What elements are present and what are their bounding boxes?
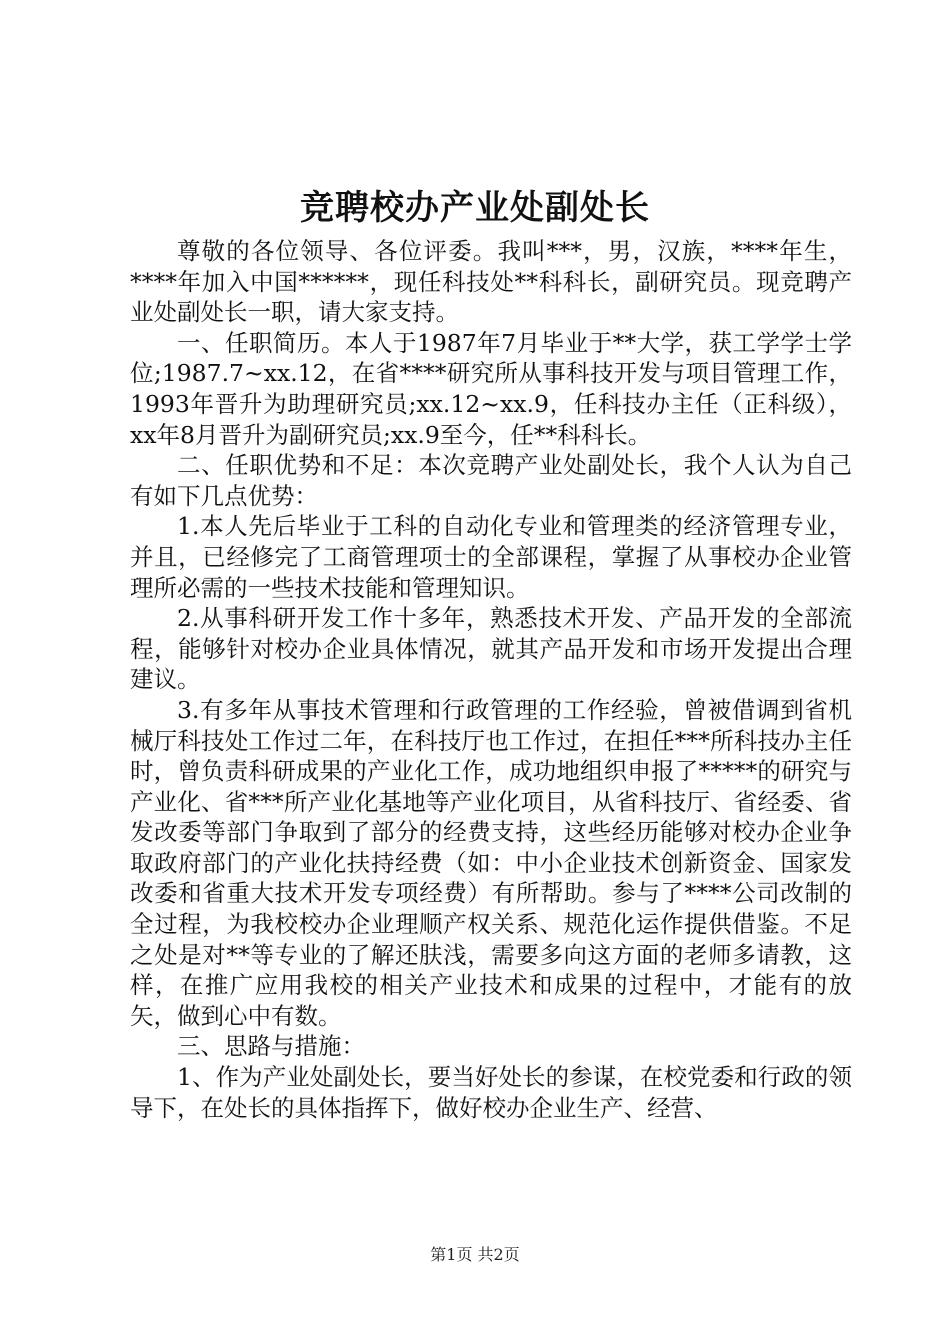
paragraph-ideas-heading: 三、思路与措施：: [177, 1032, 365, 1061]
paragraph-strengths-intro: 二、任职优势和不足：本次竞聘产业处副处长，我个人认为自己有如下几点优势：: [130, 451, 852, 510]
paragraph-resume: 一、任职简历。本人于1987年7月毕业于**大学，获工学学士学位;1987.7~xx.12，在省****研究所从事科技开发与项目管理工作，1993年晋升为助理研究员;xx.12~xx.9，任科技办主任（正科级），xx年8月晋升为副研究员;xx.9至今，任**科科长。: [130, 328, 852, 449]
paragraph-strength-2: 2.从事科研开发工作十多年，熟悉技术开发、产品开发的全部流程，能够针对校办企业具体情况，就其产品开发和市场开发提出合理建议。: [130, 604, 852, 694]
document-body: [130, 236, 852, 1123]
page-footer: 第1页 共2页: [430, 1245, 520, 1264]
document-title: 竞聘校办产业处副处长: [300, 188, 650, 228]
paragraph-strength-1: 1.本人先后毕业于工科的自动化专业和管理类的经济管理专业，并且，已经修完了工商管理项士的全部课程，掌握了从事校办企业管理所必需的一些技术技能和管理知识。: [130, 512, 852, 602]
paragraph-strength-3: 3.有多年从事技术管理和行政管理的工作经验，曾被借调到省机械厅科技处工作过二年，在科技厅也工作过，在担任***所科技办主任时，曾负责科研成果的产业化工作，成功地组织申报了*****的研究与产业化、省***所产业化基地等产业化项目，从省科技厅、省经委、省发改委等部门争取到了部分的经费支持，这些经历能够对校办企业争取政府部门的产业化扶持经费（如：中小企业技术创新资金、国家发改委和省重大技术开发专项经费）有所帮助。参与了****公司改制的全过程，为我校校办企业理顺产权关系、规范化运作提供借鉴。不足之处是对**等专业的了解还肤浅，需要多向这方面的老师多请教，这样，在推广应用我校的相关产业技术和成果的过程中，才能有的放矢，做到心中有数。: [130, 695, 852, 1030]
paragraph-greeting: 尊敬的各位领导、各位评委。我叫***，男，汉族，****年生，****年加入中国******，现任科技处**科科长，副研究员。现竞聘产业处副处长一职，请大家支持。: [130, 237, 852, 327]
paragraph-idea-1: 1、作为产业处副处长，要当好处长的参谋，在校党委和行政的领导下，在处长的具体指挥下，做好校办企业生产、经营、: [130, 1063, 852, 1122]
